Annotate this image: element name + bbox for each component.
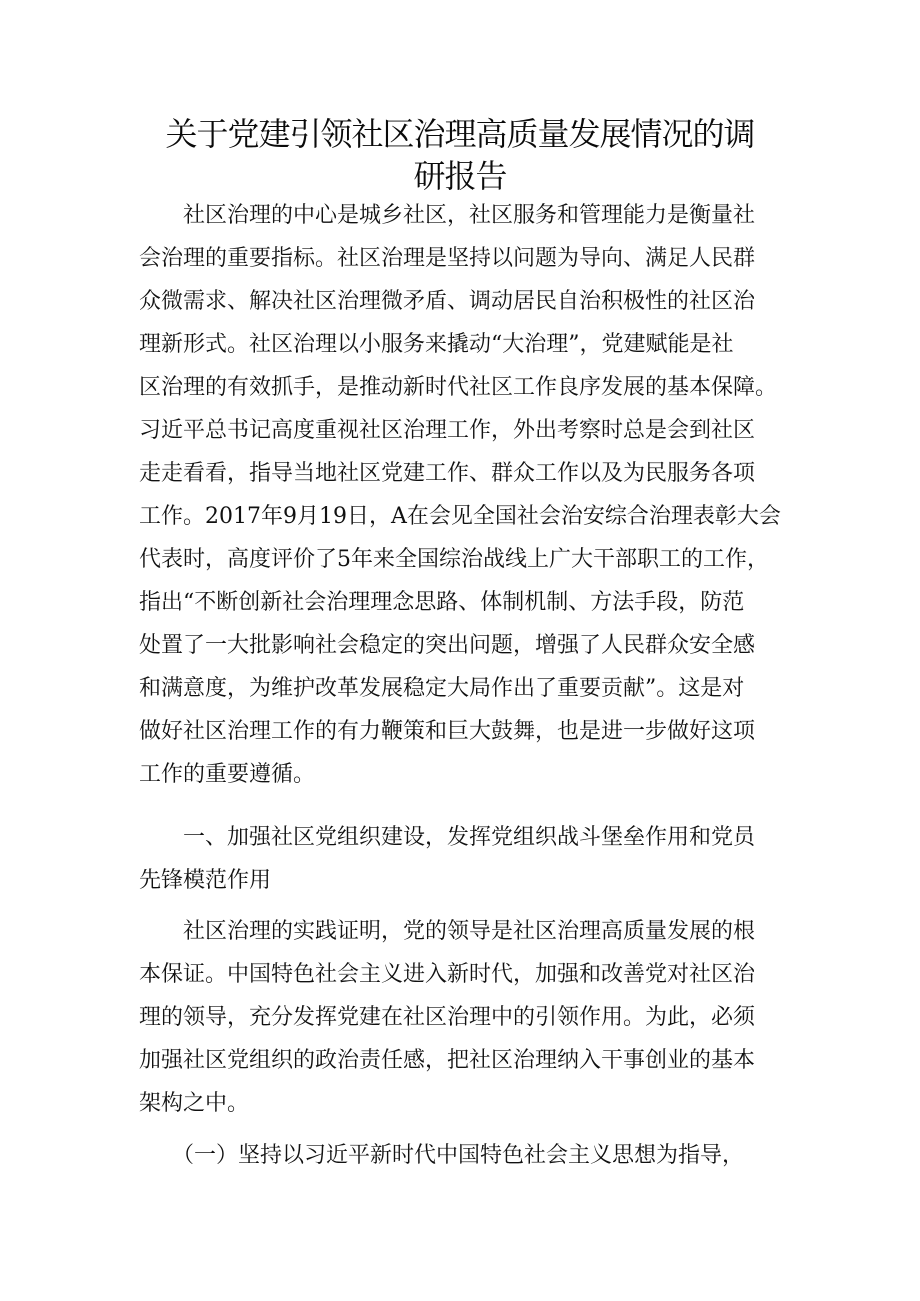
body-text-line: 众微需求、解决社区治理微矛盾、调动居民自治积极性的社区治 [139, 289, 756, 314]
body-text-line: 社区治理的实践证明，党的领导是社区治理高质量发展的根 [139, 919, 756, 944]
body-text-line: 工作的重要遵循。 [139, 762, 316, 787]
body-text-line: 和满意度，为维护改革发展稳定大局作出了重要贡献”。这是对 [139, 676, 745, 701]
body-text-line: 会治理的重要指标。社区治理是坚持以问题为导向、满足人民群 [139, 246, 756, 271]
body-text-line: 处置了一大批影响社会稳定的突出问题，增强了人民群众安全感 [139, 633, 756, 658]
body-text-line: 理的领导，充分发挥党建在社区治理中的引领作用。为此，必须 [139, 1005, 756, 1030]
document-title-line-2: 研报告 [413, 157, 507, 195]
body-text-line: 区治理的有效抓手，是推动新时代社区工作良序发展的基本保障。 [139, 375, 778, 400]
body-text-line: 理新形式。社区治理以小服务来撬动“大治理”，党建赋能是社 [139, 332, 734, 357]
body-text-line: 指出“不断创新社会治理理念思路、体制机制、方法手段，防范 [139, 590, 745, 615]
body-text-line: 做好社区治理工作的有力鞭策和巨大鼓舞，也是进一步做好这项 [139, 719, 756, 744]
body-text-line: 架构之中。 [139, 1091, 250, 1116]
body-text-line: 本保证。中国特色社会主义进入新时代，加强和改善党对社区治 [139, 962, 756, 987]
subsection-heading-line: （一）坚持以习近平新时代中国特色社会主义思想为指导， [139, 1143, 745, 1168]
body-text-line: 加强社区党组织的政治责任感，把社区治理纳入干事创业的基本 [139, 1048, 756, 1073]
body-text-line: 走走看看，指导当地社区党建工作、群众工作以及为民服务各项 [139, 461, 756, 486]
document-title-line-1: 关于党建引领社区治理高质量发展情况的调 [165, 115, 755, 153]
section-heading-line: 先锋模范作用 [139, 868, 272, 893]
body-text-line: 社区治理的中心是城乡社区，社区服务和管理能力是衡量社 [139, 203, 756, 228]
body-text-line: 工作。2017年9月19日，A在会见全国社会治安综合治理表彰大会 [139, 504, 781, 529]
body-text-line: 习近平总书记高度重视社区治理工作，外出考察时总是会到社区 [139, 418, 756, 443]
section-heading-line: 一、加强社区党组织建设，发挥党组织战斗堡垒作用和党员 [139, 825, 756, 850]
body-text-line: 代表时，高度评价了5年来全国综治战线上广大干部职工的工作， [139, 547, 769, 572]
